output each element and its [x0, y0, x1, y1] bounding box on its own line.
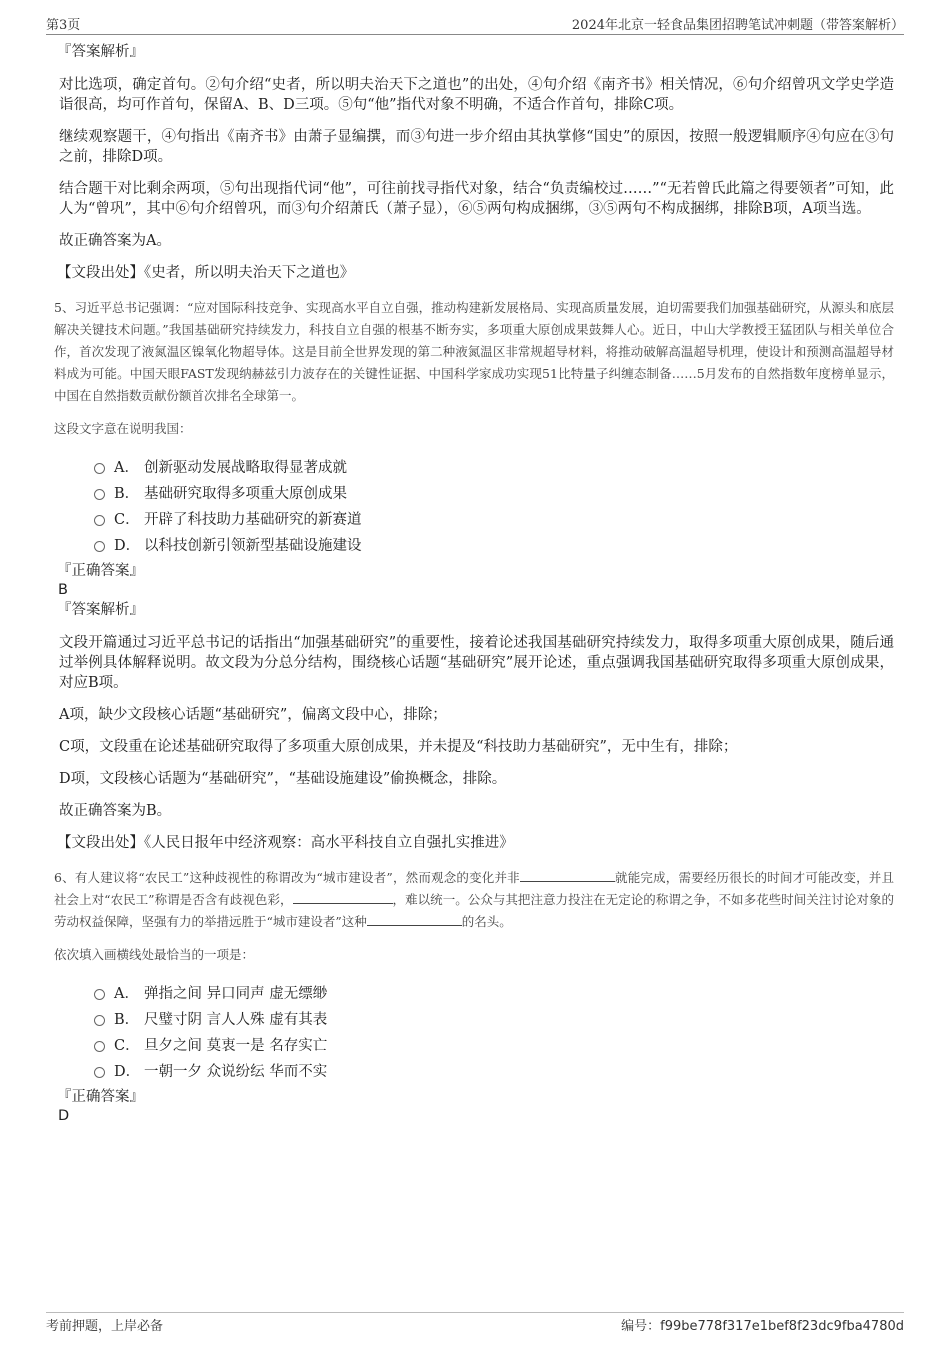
q4-analysis-paragraph-3: 结合题干对比剩余两项，⑤句出现指代词“他”，可往前找寻指代对象，结合“负责编校过……”“无若曾氏此篇之得要领者”可知，此人为“曾巩”，其中⑥句介绍曾巩，而③句介绍萧氏（萧子显），⑥⑤两句构成捆绑，③⑤两句不构成捆绑，排除B项，A项当选。	[59, 181, 894, 217]
q5-analysis-conclusion: 故正确答案为B。	[59, 803, 172, 819]
radio-icon[interactable]	[94, 489, 105, 500]
radio-icon[interactable]	[94, 515, 105, 526]
q5-prompt: 这段文字意在说明我国：	[54, 421, 192, 436]
page-header	[46, 14, 904, 35]
q5-answer-label: 『正确答案』	[57, 563, 144, 579]
q4-analysis-paragraph-1: 对比选项，确定首句。②句介绍“史者，所以明夫治天下之道也”的出处，④句介绍《南齐书》相关情况，⑥句介绍曾巩文学史学造诣很高，均可作首句，保留A、B、D三项。⑤句“他”指代对象不明确，不适合作首句，排除C项。	[59, 77, 894, 113]
option-letter: A．	[114, 459, 139, 476]
q6-option-b[interactable]	[94, 1005, 894, 1031]
option-text: 以科技创新引领新型基础设施建设	[144, 537, 362, 554]
q5-options	[94, 453, 894, 557]
document-title: 2024年北京一轻食品集团招聘笔试冲刺题（带答案解析）	[571, 18, 904, 33]
q5-source: 【文段出处】《人民日报年中经济观察：高水平科技自立自强扎实推进》	[57, 835, 514, 851]
option-letter: D．	[114, 1063, 141, 1080]
q6-option-a[interactable]	[94, 979, 894, 1005]
radio-icon[interactable]	[94, 463, 105, 474]
page-footer	[46, 1312, 904, 1334]
q6-answer-label: 『正确答案』	[57, 1089, 144, 1105]
q4-analysis-conclusion: 故正确答案为A。	[59, 233, 171, 249]
option-text: 旦夕之间 莫衷一是 名存实亡	[144, 1037, 328, 1054]
q5-analysis-paragraph-2: A项，缺少文段核心话题“基础研究”，偏离文段中心，排除；	[59, 707, 447, 723]
q6-text-part-4: 的名头。	[461, 914, 512, 929]
q5-option-c[interactable]	[94, 505, 894, 531]
radio-icon[interactable]	[94, 989, 105, 1000]
q5-option-b[interactable]	[94, 479, 894, 505]
q5-option-a[interactable]	[94, 453, 894, 479]
q6-text	[54, 867, 894, 933]
q5-analysis-paragraph-4: D项，文段核心话题为“基础研究”，“基础设施建设”偷换概念，排除。	[59, 771, 507, 787]
q6-text-part-1: 6、有人建议将“农民工”这种歧视性的称谓改为“城市建设者”，然而观念的变化并非	[54, 870, 520, 885]
q6-answer: D	[58, 1108, 70, 1124]
radio-icon[interactable]	[94, 1015, 105, 1026]
q6-option-c[interactable]	[94, 1031, 894, 1057]
option-letter: B．	[114, 485, 140, 502]
fill-blank-2[interactable]	[293, 891, 393, 904]
option-text: 创新驱动发展战略取得显著成就	[144, 459, 347, 476]
document-id: 编号：f99be778f317e1bef8f23dc9fba4780d	[621, 1319, 904, 1334]
option-letter: D．	[114, 537, 141, 554]
q4-analysis-paragraph-2: 继续观察题干，④句指出《南齐书》由萧子显编撰，而③句进一步介绍由其执掌修“国史”的原因，按照一般逻辑顺序④句应在③句之前，排除D项。	[59, 129, 894, 165]
q4-analysis-label: 『答案解析』	[57, 44, 144, 60]
radio-icon[interactable]	[94, 1067, 105, 1078]
option-text: 一朝一夕 众说纷纭 华而不实	[144, 1063, 328, 1080]
q5-analysis-paragraph-1: 文段开篇通过习近平总书记的话指出“加强基础研究”的重要性，接着论述我国基础研究持续发力，取得多项重大原创成果，随后通过举例具体解释说明。故文段为分总分结构，围绕核心话题“基础研究”展开论述，重点强调我国基础研究取得多项重大原创成果，对应B项。	[59, 635, 894, 691]
option-letter: A．	[114, 985, 139, 1002]
option-text: 基础研究取得多项重大原创成果	[144, 485, 347, 502]
option-letter: C．	[114, 1037, 140, 1054]
q5-text: 5、习近平总书记强调：“应对国际科技竞争、实现高水平自立自强，推动构建新发展格局、实现高质量发展，迫切需要我们加强基础研究，从源头和底层解决关键技术问题。”我国基础研究持续发力，科技自立自强的根基不断夯实，多项重大原创成果鼓舞人心。近日，中山大学教授王猛团队与相关单位合作，首次发现了液氮温区镍氧化物超导体。这是目前全世界发现的第二种液氮温区非常规超导材料，将推动破解高温超导机理，使设计和预测高温超导材料成为可能。中国天眼FAST发现纳赫兹引力波存在的关键性证据、中国科学家成功实现51比特量子纠缠态制备……5月发布的自然指数年度榜单显示，中国在自然指数贡献份额首次排名全球第一。	[54, 300, 894, 403]
fill-blank-3[interactable]	[367, 913, 462, 926]
q5-option-d[interactable]	[94, 531, 894, 557]
option-letter: C．	[114, 511, 140, 528]
fill-blank-1[interactable]	[520, 869, 615, 882]
page-content	[54, 42, 894, 1126]
q6-text-part-2: 就能完成，需要经历很长的时间才可能改变，并且社会上对“农民工”称谓是否含有歧视色彩，	[54, 870, 894, 907]
footer-slogan: 考前押题，上岸必备	[46, 1319, 164, 1334]
q6-option-d[interactable]	[94, 1057, 894, 1083]
q4-source: 【文段出处】《史者，所以明夫治天下之道也》	[57, 265, 355, 281]
radio-icon[interactable]	[94, 541, 105, 552]
q5-analysis-paragraph-3: C项，文段重在论述基础研究取得了多项重大原创成果，并未提及“科技助力基础研究”，无中生有，排除；	[59, 739, 738, 755]
option-letter: B．	[114, 1011, 140, 1028]
q6-options	[94, 979, 894, 1083]
q5-analysis-label: 『答案解析』	[57, 602, 144, 618]
page-number: 第3页	[46, 18, 81, 33]
option-text: 尺璧寸阴 言人人殊 虚有其表	[144, 1011, 328, 1028]
q6-text-part-3: ，难以统一。公众与其把注意力投注在无定论的称谓之争，不如多花些时间关注讨论对象的劳动权益保障，坚强有力的举措远胜于“城市建设者”这种	[54, 892, 894, 929]
option-text: 弹指之间 异口同声 虚无缥缈	[144, 985, 328, 1002]
radio-icon[interactable]	[94, 1041, 105, 1052]
q6-prompt: 依次填入画横线处最恰当的一项是：	[54, 947, 255, 962]
q5-answer: B	[58, 582, 68, 598]
option-text: 开辟了科技助力基础研究的新赛道	[144, 511, 362, 528]
